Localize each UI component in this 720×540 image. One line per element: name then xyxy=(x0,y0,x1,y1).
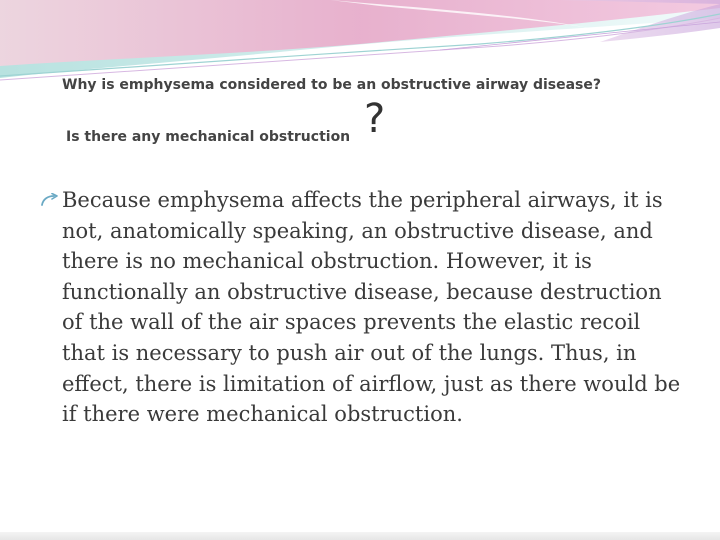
body-paragraph: Because emphysema affects the peripheral airways, it is not, anatomically speaking, an obstructive disease, and there is no mechanical obstruction. However, it is functionally an obstructive disease, because destruction of the wall of the air spaces prevents the elastic recoil that is necessary to push air out of the lungs. Thus, in effect, there is limitation of airflow, just as there would be if there were mechanical obstruction. xyxy=(62,188,681,427)
curved-arrow-bullet-icon xyxy=(40,193,60,207)
question-mark: ? xyxy=(364,96,386,142)
question-line-1: Why is emphysema considered to be an obstructive airway disease? xyxy=(62,77,602,93)
slide-bottom-border xyxy=(0,532,720,540)
question-line-2: Is there any mechanical obstruction xyxy=(66,129,351,145)
